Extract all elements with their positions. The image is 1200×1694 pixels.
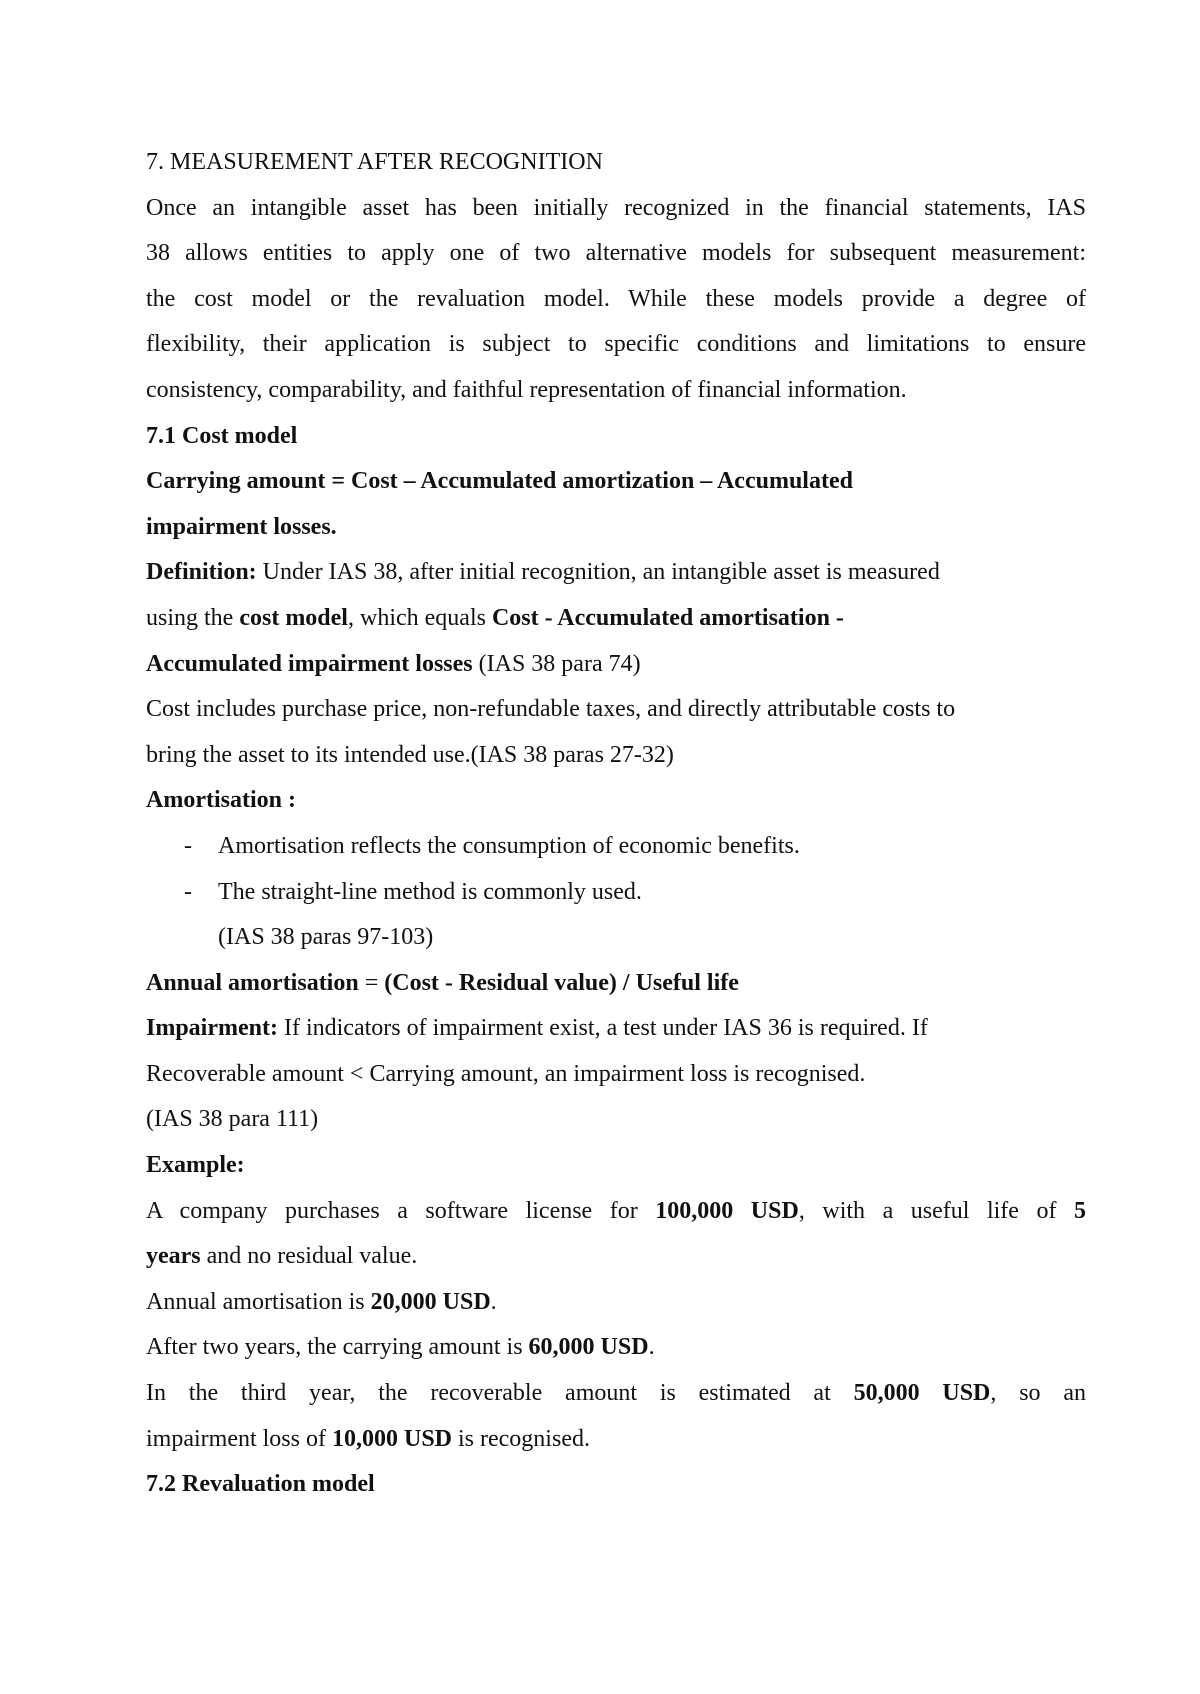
document-page bbox=[146, 140, 1086, 1508]
intro-line: the cost model or the revaluation model. While these models provide a degree of bbox=[146, 285, 1086, 312]
annual-amortisation-formula: Annual amortisation = (Cost - Residual value) / Useful life bbox=[146, 969, 739, 996]
definition-label: Definition: bbox=[146, 559, 257, 586]
intro-line: Once an intangible asset has been initially recognized in the financial statements, IAS bbox=[146, 194, 1086, 221]
intro-line: flexibility, their application is subject to specific conditions and limitations to ensure bbox=[146, 331, 1086, 358]
revaluation-model-title: 7.2 Revaluation model bbox=[146, 1471, 375, 1498]
cost-includes-paragraph: Cost includes purchase price, non-refundable taxes, and directly attributable costs to bring the asset to its intended use.(IAS 38 paras 27-32) bbox=[146, 696, 956, 768]
amortisation-reference: (IAS 38 paras 97-103) bbox=[218, 924, 434, 951]
definition-paragraph: Definition: Under IAS 38, after initial recognition, an intangible asset is measured using the cost model, which equals Cost - Accumulated amortisation - Accumulated impairment losses (IAS 38 para 74) bbox=[146, 559, 940, 677]
intro-line: consistency, comparability, and faithful representation of financial information. bbox=[146, 376, 907, 403]
intro-paragraph bbox=[146, 186, 1086, 414]
amortisation-label: Amortisation : bbox=[146, 787, 296, 814]
amortisation-bullets bbox=[146, 824, 1086, 961]
list-item: - The straight-line method is commonly used. bbox=[146, 870, 1086, 916]
impairment-reference: (IAS 38 para 111) bbox=[146, 1106, 319, 1133]
carrying-amount-formula-cont: impairment losses. bbox=[146, 513, 337, 540]
bullet-dash: - bbox=[184, 832, 192, 859]
impairment-label: Impairment: bbox=[146, 1015, 278, 1042]
example-label: Example: bbox=[146, 1152, 245, 1179]
impairment-paragraph: Impairment: If indicators of impairment exist, a test under IAS 36 is required. If Recoverable amount < Carrying amount, an impairment loss is recognised. (IAS 38 para 111) bbox=[146, 1006, 1086, 1143]
bullet-dash: - bbox=[184, 878, 192, 905]
cost-model-title: 7.1 Cost model bbox=[146, 422, 298, 449]
list-item: - Amortisation reflects the consumption of economic benefits. bbox=[146, 824, 1086, 870]
example-paragraph: A company purchases a software license for 100,000 USD, with a useful life of 5 years and no residual value. Annual amortisation is 20,000 USD. After two years, the carrying amount is 60,000 USD. In the third year, the recoverable amount is estimated at 50,000 USD, so an impairment loss of 10,000 USD is recognised. bbox=[146, 1197, 1086, 1452]
section-heading: 7. MEASUREMENT AFTER RECOGNITION bbox=[146, 149, 603, 175]
intro-line: 38 allows entities to apply one of two alternative models for subsequent measurement: bbox=[146, 240, 1086, 267]
carrying-amount-formula: Carrying amount = Cost – Accumulated amortization – Accumulated bbox=[146, 468, 853, 495]
